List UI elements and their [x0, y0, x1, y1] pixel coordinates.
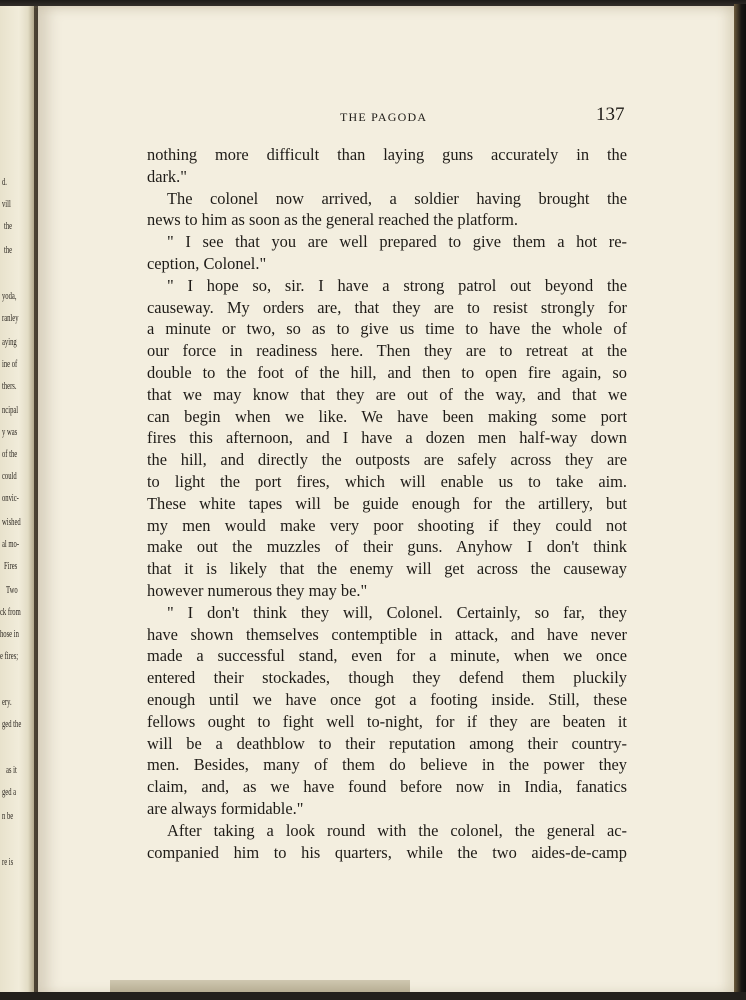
text-line: a minute or two, so as to give us time to have the whole of — [147, 319, 627, 339]
text-line: that it is likely that the enemy will get across the causeway — [147, 559, 627, 579]
left-page-fragment: ery. — [2, 696, 12, 708]
text-line: my men would make very poor shooting if they could not — [147, 515, 627, 535]
text-line: fires this afternoon, and I have a dozen men half-way down — [147, 428, 627, 448]
left-page-fragment: the — [4, 244, 13, 256]
text-line: causeway. My orders are, that they are to resist strongly for — [147, 297, 627, 317]
left-page-fragment: n be — [2, 810, 14, 822]
left-page-fragment: ncipal — [2, 404, 19, 416]
text-line: however numerous they may be." — [147, 580, 368, 600]
text-line: entered their stockades, though they defend them pluckily — [147, 668, 627, 688]
left-page-fragment: vill — [2, 198, 11, 210]
text-line: fellows ought to fight well to-night, for if they are beaten it — [147, 711, 627, 731]
text-line: These white tapes will be guide enough for the artillery, but — [147, 493, 627, 513]
running-head: THE PAGODA — [340, 110, 428, 124]
left-page-fragment: ged a — [2, 786, 17, 798]
text-line: that we may know that they are out of the way, and that we — [147, 384, 627, 404]
text-line: " I don't think they will, Colonel. Certainly, so far, they — [167, 602, 627, 622]
left-page-fragment: d. — [2, 176, 7, 188]
left-page-fragment: Fires — [4, 560, 18, 572]
left-page-fragment: hose in — [0, 628, 19, 640]
text-line: news to him as soon as the general reached the platform. — [147, 210, 518, 230]
text-line: After taking a look round with the colonel, the general ac- — [167, 820, 627, 840]
text-line: our force in readiness here. Then they are to retreat at the — [147, 341, 627, 361]
left-page-fragment: as it — [6, 764, 17, 776]
left-page-fragment: re is — [2, 856, 14, 868]
left-page-fragment: ranley — [2, 312, 19, 324]
text-line: to light the port fires, which will enable us to take aim. — [147, 471, 627, 491]
left-page-fragment: e fires; — [0, 650, 19, 662]
left-page-fragment: the — [4, 220, 13, 232]
left-page-fragment: y was — [2, 426, 18, 438]
text-line: men. Besides, many of them do believe in the power they — [147, 755, 627, 775]
text-line: double to the foot of the hill, and then to open fire again, so — [147, 362, 627, 382]
text-line: The colonel now arrived, a soldier having brought the — [167, 188, 627, 208]
text-line: can begin when we like. We have been making some port — [147, 406, 627, 426]
text-line: nothing more difficult than laying guns accurately in the — [147, 145, 627, 164]
left-page-fragment: Two — [6, 584, 18, 596]
left-page-fragment: onvic- — [2, 492, 19, 504]
text-line: ception, Colonel." — [147, 253, 267, 273]
left-page-fragment: aying — [2, 336, 17, 348]
text-line: " I hope so, sir. I have a strong patrol out beyond the — [167, 275, 627, 295]
left-page-fragment: yoda, — [2, 290, 17, 302]
text-line: " I see that you are well prepared to give them a hot re- — [167, 232, 627, 252]
text-line: have shown themselves contemptible in attack, and have never — [147, 624, 627, 644]
body-text — [147, 144, 627, 863]
text-line: made a successful stand, even for a minute, when we once — [147, 646, 627, 666]
text-line: companied him to his quarters, while the two aides-de-camp — [147, 842, 627, 862]
text-line: will be a deathblow to their reputation among their country- — [147, 733, 627, 753]
text-line: enough until we have once got a footing inside. Still, these — [147, 689, 627, 709]
book-bottom-edge — [0, 992, 746, 1000]
left-page-fragment: ged the — [2, 718, 22, 730]
left-page-fragment: ine of — [2, 358, 18, 370]
text-line: the hill, and directly the outposts are safely across they are — [147, 450, 627, 470]
left-page-fragment: of the — [2, 448, 18, 460]
left-page-fragment: wished — [2, 516, 21, 528]
text-line: make out the muzzles of their guns. Anyhow I don't think — [147, 537, 627, 557]
text-line: claim, and, as we have found before now in India, fanatics — [147, 777, 627, 797]
left-page-fragment: al mo- — [2, 538, 20, 550]
text-line: are always formidable." — [147, 798, 304, 818]
page-number: 137 — [596, 104, 625, 125]
left-page-fragment: could — [2, 470, 17, 482]
left-page-fragment: thers. — [2, 380, 17, 392]
left-page-fragment: ck from — [0, 606, 21, 618]
book-right-edge — [734, 4, 746, 1000]
text-line: dark." — [147, 166, 187, 186]
